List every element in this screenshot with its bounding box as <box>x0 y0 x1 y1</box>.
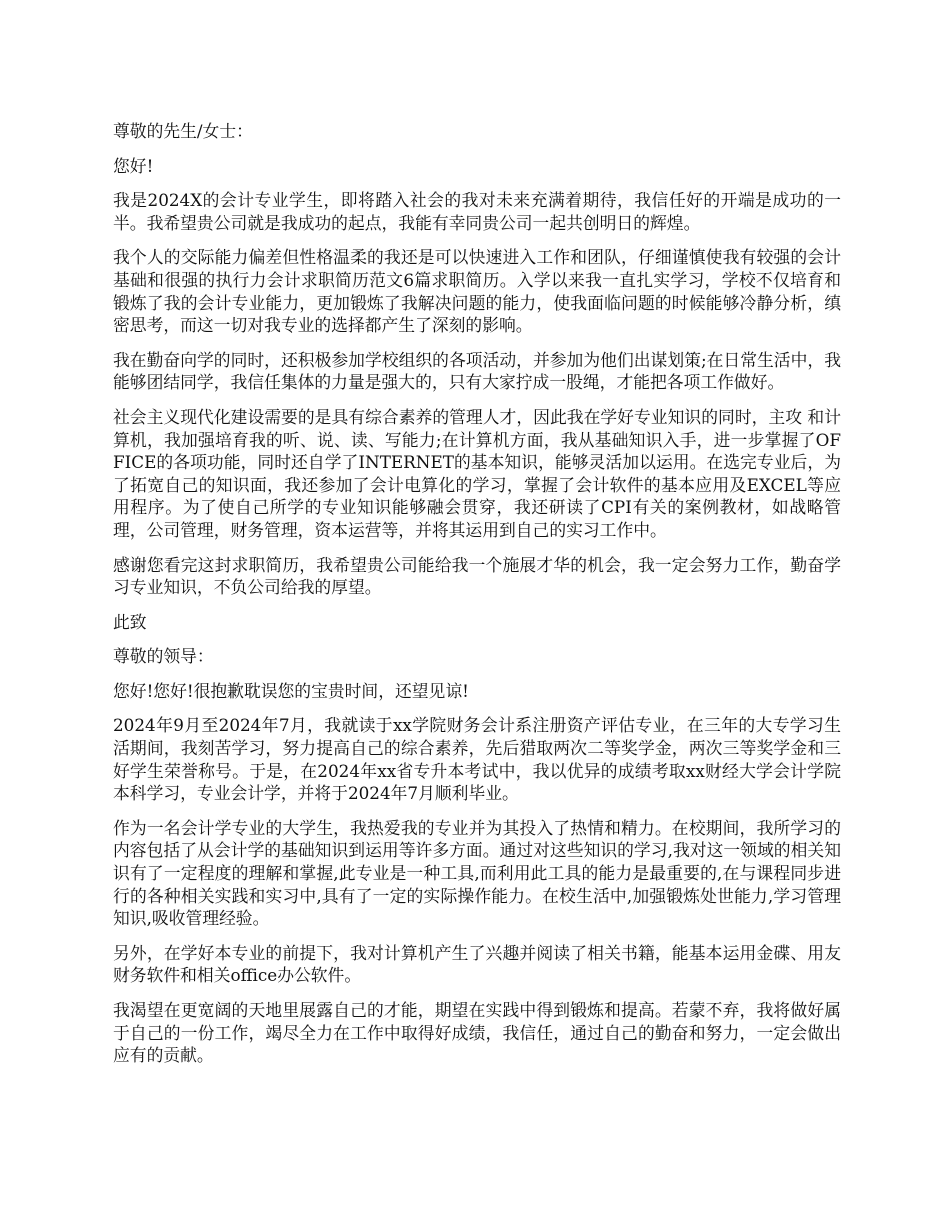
closing-phrase: 此致 <box>113 611 147 632</box>
greeting: 您好! <box>113 155 154 176</box>
salutation: 尊敬的先生/女士： <box>113 121 253 141</box>
paragraph-skills: 社会主义现代化建设需要的是具有综合素养的管理人才，因此我在学好专业知识的同时，主攻 和计算机，我加强培育我的听、说、读、写能力;在计算机方面，我从基础知识入手，进一步掌握了OFFICE的各项功能，同时还自学了INTERNET的基本知识，能够灵活加以运用。在选完专业后，为了拓宽自己的知识面，我还参加了会计电算化的学习，掌握了会计软件的基本应用及EXCEL等应用程序。为了使自己所学的专业知识能够融会贯穿，我还研读了CPI有关的案例教材，如战略管理，公司管理，财务管理，资本运营等，并将其运用到自己的实习工作中。 <box>113 406 841 540</box>
second-salutation: 尊敬的领导： <box>113 646 214 667</box>
paragraph-computer: 另外，在学好本专业的前提下，我对计算机产生了兴趣并阅读了相关书籍，能基本运用金碟、用友财务软件和相关office办公软件。 <box>113 942 841 986</box>
paragraph-education: 2024年9月至2024年7月，我就读于xx学院财务会计系注册资产评估专业，在三年的大专学习生活期间，我刻苦学习，努力提高自己的综合素养，先后猎取两次二等奖学金，两次三等奖学金和三好学生荣誉称号。于是，在2024年xx省专升本考试中，我以优异的成绩考取xx财经大学会计学院本科学习，专业会计学，并将于2024年7月顺利毕业。 <box>113 715 841 804</box>
paragraph-personality: 我个人的交际能力偏差但性格温柔的我还是可以快速进入工作和团队，仔细谨慎使我有较强的会计基础和很强的执行力会计求职简历范文6篇求职简历。入学以来我一直扎实学习，学校不仅培育和锻炼了我的会计专业能力，更加锻炼了我解决问题的能力，使我面临问题的时候能够冷静分析，缜密思考，而这一切对我专业的选择都产生了深刻的影响。 <box>113 247 841 336</box>
paragraph-activities: 我在勤奋向学的同时，还积极参加学校组织的各项活动，并参加为他们出谋划策;在日常生活中，我能够团结同学，我信任集体的力量是强大的，只有大家拧成一股绳，才能把各项工作做好。 <box>113 349 841 393</box>
paragraph-thanks: 感谢您看完这封求职简历，我希望贵公司能给我一个施展才华的机会，我一定会努力工作，勤奋学习专业知识，不负公司给我的厚望。 <box>113 554 841 598</box>
paragraph-major: 作为一名会计学专业的大学生，我热爱我的专业并为其投入了热情和精力。在校期间，我所学习的内容包括了从会计学的基础知识到运用等许多方面。通过对这些知识的学习,我对这一领域的相关知识有了一定程度的理解和掌握,此专业是一种工具,而利用此工具的能力是最重要的,在与课程同步进行的各种相关实践和实习中,具有了一定的实际操作能力。在校生活中,加强锻炼处世能力,学习管理知识,吸收管理经验。 <box>113 817 841 929</box>
second-greeting: 您好!您好!很抱歉耽误您的宝贵时间，还望见谅! <box>113 680 469 701</box>
paragraph-intro: 我是2024X的会计专业学生，即将踏入社会的我对未来充满着期待，我信任好的开端是成功的一半。我希望贵公司就是我成功的起点，我能有幸同贵公司一起共创明日的辉煌。 <box>113 190 841 233</box>
letter-body <box>113 120 841 1079</box>
paragraph-aspiration: 我渴望在更宽阔的天地里展露自己的才能，期望在实践中得到锻炼和提高。若蒙不弃，我将做好属于自己的一份工作，竭尽全力在工作中取得好成绩，我信任，通过自己的勤奋和努力，一定会做出应有的贡献。 <box>113 1000 841 1066</box>
